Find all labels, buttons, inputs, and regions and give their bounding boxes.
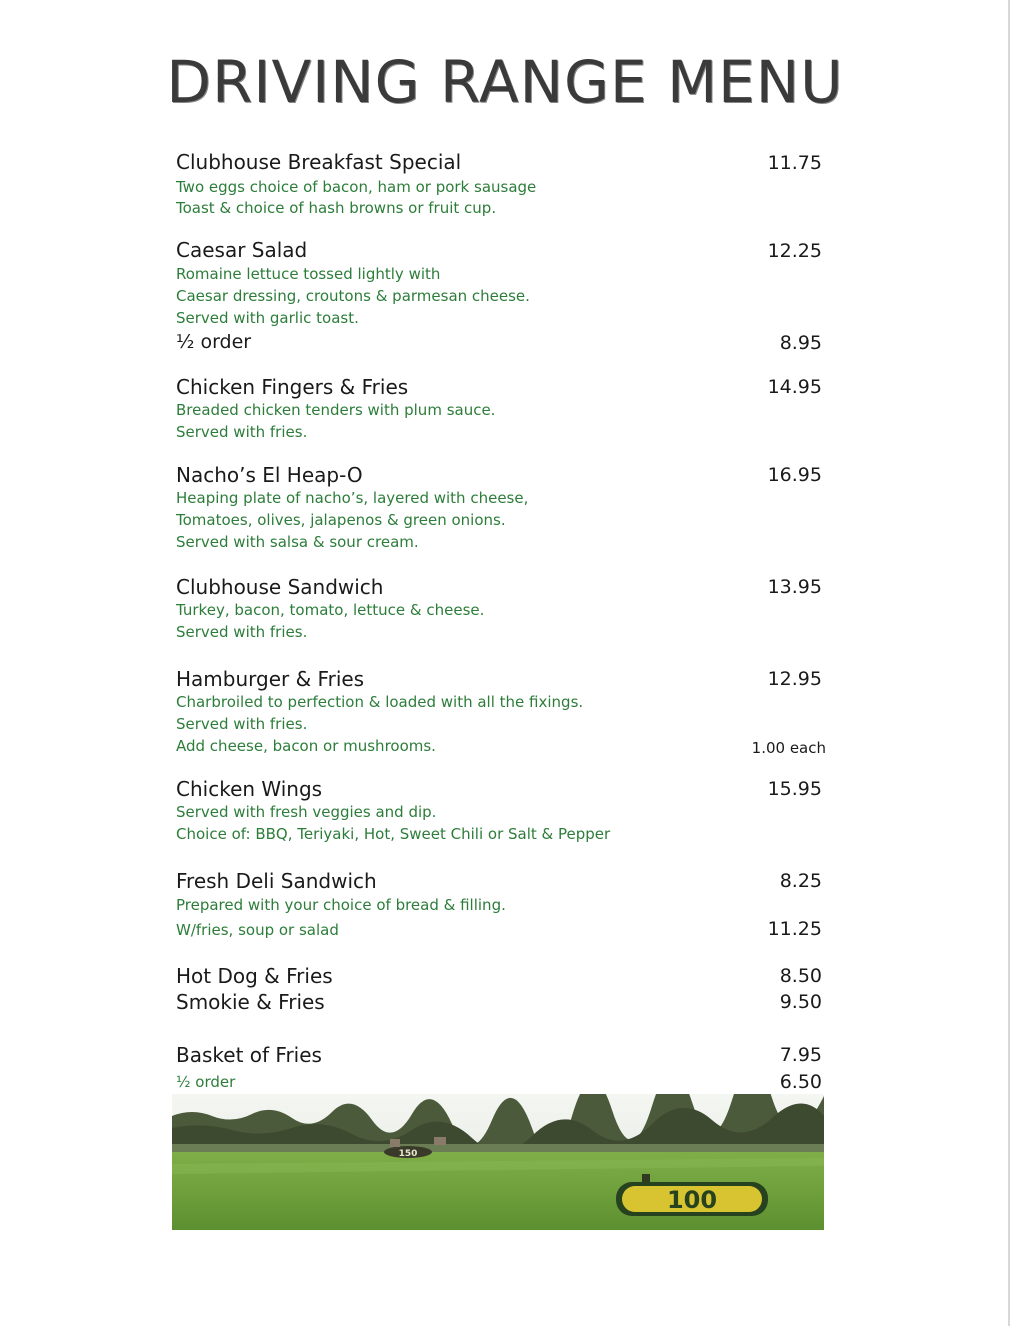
menu-item-description: Served with fries. <box>176 715 308 733</box>
menu-item-price: 12.95 <box>767 668 822 690</box>
menu-item-description: Romaine lettuce tossed lightly with <box>176 265 441 283</box>
menu-item-name: Hot Dog & Fries <box>176 964 333 988</box>
half-order-price: 6.50 <box>779 1071 822 1093</box>
menu-item-name: Caesar Salad <box>176 238 308 262</box>
menu-item-price: 11.75 <box>767 152 822 174</box>
menu-item-name: Clubhouse Sandwich <box>176 575 384 599</box>
menu-item-price: 13.95 <box>767 576 822 598</box>
menu-item-description: Served with fries. <box>176 423 308 441</box>
menu-item-description: Heaping plate of nacho’s, layered with cheese, <box>176 489 529 507</box>
half-order-label: ½ order <box>176 331 252 353</box>
menu-item-name: Chicken Wings <box>176 777 323 801</box>
menu-item-description: Prepared with your choice of bread & filling. <box>176 896 506 914</box>
menu-item-price: 7.95 <box>779 1044 822 1066</box>
menu-item-name: Fresh Deli Sandwich <box>176 869 377 893</box>
page-edge-line <box>1008 0 1010 1326</box>
half-order-price: 8.95 <box>779 332 822 354</box>
menu-item-description: Add cheese, bacon or mushrooms. <box>176 737 436 755</box>
menu-item-name: Clubhouse Breakfast Special <box>176 150 462 174</box>
menu-item-name: Chicken Fingers & Fries <box>176 375 409 399</box>
menu-item-price: 16.95 <box>767 464 822 486</box>
menu-item-description: Tomatoes, olives, jalapenos & green onions. <box>176 511 506 529</box>
menu-item-description: Toast & choice of hash browns or fruit cup. <box>176 199 497 217</box>
menu-item-name: Nacho’s El Heap-O <box>176 463 363 487</box>
menu-item-price: 8.25 <box>779 870 822 892</box>
menu-item-price: 9.50 <box>779 991 822 1013</box>
menu-item-description: Served with salsa & sour cream. <box>176 533 419 551</box>
menu-item-name: Basket of Fries <box>176 1043 322 1067</box>
menu-item-description: Charbroiled to perfection & loaded with all the fixings. <box>176 693 584 711</box>
menu-item-description: Served with fresh veggies and dip. <box>176 803 437 821</box>
menu-item-price: 12.25 <box>767 240 822 262</box>
menu-item-name: Smokie & Fries <box>176 990 325 1014</box>
svg-text:150: 150 <box>398 1149 418 1159</box>
menu-item-alt-price: 11.25 <box>767 918 822 940</box>
menu-item-description: Turkey, bacon, tomato, lettuce & cheese. <box>176 601 485 619</box>
menu-item-price: 8.50 <box>779 965 822 987</box>
menu-item-description: W/fries, soup or salad <box>176 921 339 939</box>
menu-item-description: Caesar dressing, croutons & parmesan cheese. <box>176 287 530 305</box>
add-on-price: 1.00 each <box>751 739 826 757</box>
menu-item-price: 15.95 <box>767 778 822 800</box>
driving-range-photo <box>172 1094 824 1230</box>
menu-item-description: Served with fries. <box>176 623 308 641</box>
svg-text:100: 100 <box>666 1186 718 1214</box>
menu-item-description: Breaded chicken tenders with plum sauce. <box>176 401 496 419</box>
menu-item-name: Hamburger & Fries <box>176 667 365 691</box>
menu-item-description: Two eggs choice of bacon, ham or pork sausage <box>176 178 537 196</box>
menu-item-description: Served with garlic toast. <box>176 309 359 327</box>
menu-title: DRIVING RANGE MENU <box>166 48 844 116</box>
menu-item-price: 14.95 <box>767 376 822 398</box>
half-order-label: ½ order <box>176 1073 236 1091</box>
menu-item-description: Choice of: BBQ, Teriyaki, Hot, Sweet Chili or Salt & Pepper <box>176 825 611 843</box>
